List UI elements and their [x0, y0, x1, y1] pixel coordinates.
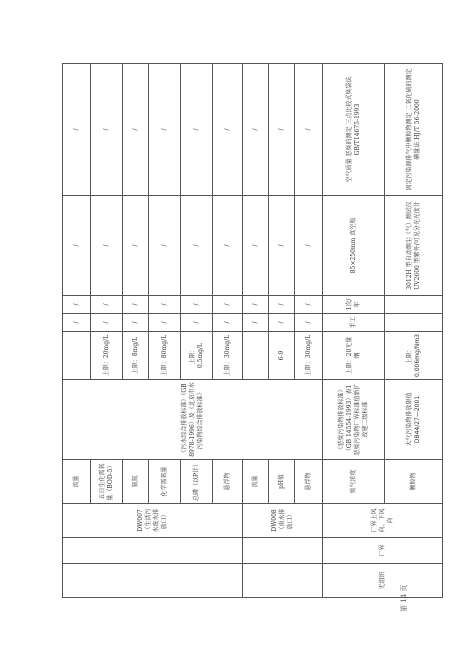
item-ph: pH值: [269, 460, 295, 504]
instrument-cell: /: [123, 196, 149, 296]
outlet-dw007: DW007（生活污水废水排放口）: [63, 504, 243, 538]
odor-method: 空气质量 恶臭的测定 三点比较式臭袋法 GB/T14675-1993: [323, 64, 385, 196]
dash-cell: /: [213, 296, 243, 314]
instrument-cell: /: [243, 196, 269, 296]
monitoring-table: [62, 63, 443, 598]
item-ss-2: 悬浮物: [295, 460, 323, 504]
dash-cell: /: [63, 296, 91, 314]
limit-ammonia: 上限：8mg/L: [123, 332, 149, 380]
method-cell: /: [91, 64, 123, 196]
method-cell: /: [243, 64, 269, 196]
item-cod: 化学需氧量: [149, 460, 181, 504]
water-standard: 《污水综合排放标准》（GB 8978-1996）及《北京市水污染物综合排放标准》: [63, 380, 323, 460]
instrument-cell: /: [63, 196, 91, 296]
company-unorganized: 无组织: [323, 564, 443, 598]
dash-cell: /: [149, 314, 181, 332]
instrument-cell: /: [269, 196, 295, 296]
page-number: 第 14 页: [400, 584, 408, 612]
outlet-dw008: DW008（雨水排放口）: [243, 504, 323, 538]
dash-cell: /: [123, 314, 149, 332]
dash-cell: /: [181, 296, 213, 314]
method-cell: /: [123, 64, 149, 196]
limit-phosphorus: 上限：0.5mg/L: [181, 332, 213, 380]
instrument-cell: /: [181, 196, 213, 296]
item-phosphorus: 总磷（以P计）: [181, 460, 213, 504]
plant-boundary: 厂界: [323, 538, 443, 564]
instrument-cell: /: [295, 196, 323, 296]
item-flow: 流量: [63, 460, 91, 504]
dash-cell: /: [63, 314, 91, 332]
limit-ss-2: 上限：30mg/L: [295, 332, 323, 380]
item-ss: 悬浮物: [213, 460, 243, 504]
instrument-cell: /: [91, 196, 123, 296]
item-odor: 臭气浓度: [323, 460, 385, 504]
item-pm: 颗粒物: [385, 460, 443, 504]
boundary-monitor-points: 厂界上风向、下风向: [323, 504, 443, 538]
limit-flow-2: [243, 332, 269, 380]
pm-d1: [385, 314, 443, 332]
pm-d2: [385, 296, 443, 314]
dash-cell: /: [269, 314, 295, 332]
item-ammonia: 氨氮: [123, 460, 149, 504]
dash-cell: /: [243, 296, 269, 314]
method-cell: /: [181, 64, 213, 196]
instrument-cell: /: [213, 196, 243, 296]
limit-odor: 上限：20无量纲: [323, 332, 385, 380]
limit-ss: 上限：30mg/L: [213, 332, 243, 380]
boundary-column-empty: [63, 538, 243, 564]
dash-cell: /: [295, 296, 323, 314]
dash-cell: /: [269, 296, 295, 314]
dash-cell: /: [181, 314, 213, 332]
odor-instrument: 85×250mm 真空瓶: [323, 196, 385, 296]
limit-ph: 6-9: [269, 332, 295, 380]
boundary-column-empty: [243, 538, 323, 564]
instrument-cell: /: [149, 196, 181, 296]
item-bod5: 五日生化需氧量（BOD-5）: [91, 460, 123, 504]
limit-cod: 上限：80mg/L: [149, 332, 181, 380]
dash-cell: /: [295, 314, 323, 332]
pm-standard: 大气污染物排放限值 DB44/27—2001: [385, 380, 443, 460]
limit-pm: 上限：0.006mg/Nm3: [385, 332, 443, 380]
odor-standard: 《恶臭污染物排放标准》（GB 14554-1993）表1 恶臭污染物厂界标准值新扩改建二级标准: [323, 380, 385, 460]
limit-flow: [63, 332, 91, 380]
dash-cell: /: [123, 296, 149, 314]
limit-bod5: 上限：20mg/L: [91, 332, 123, 380]
item-flow-2: 流量: [243, 460, 269, 504]
dash-cell: /: [149, 296, 181, 314]
dash-cell: /: [213, 314, 243, 332]
dash-cell: /: [243, 314, 269, 332]
odor-frequency: 1次/年: [323, 296, 385, 314]
method-cell: /: [269, 64, 295, 196]
pm-instrument: 3012H 型自动烟尘（气）测试仪 UV2600 型紫外/可见分光光度计: [385, 196, 443, 296]
company-column-empty: [63, 564, 243, 598]
method-cell: /: [213, 64, 243, 196]
dash-cell: /: [91, 314, 123, 332]
odor-manual: 手工: [323, 314, 385, 332]
method-cell: /: [63, 64, 91, 196]
dash-cell: /: [91, 296, 123, 314]
method-cell: /: [149, 64, 181, 196]
company-column-empty: [243, 564, 323, 598]
method-cell: /: [295, 64, 323, 196]
pm-method: 固定污染源排气中颗粒物测定 二氧化硫的测定 碘量法 HJ/T 56-2000: [385, 64, 443, 196]
